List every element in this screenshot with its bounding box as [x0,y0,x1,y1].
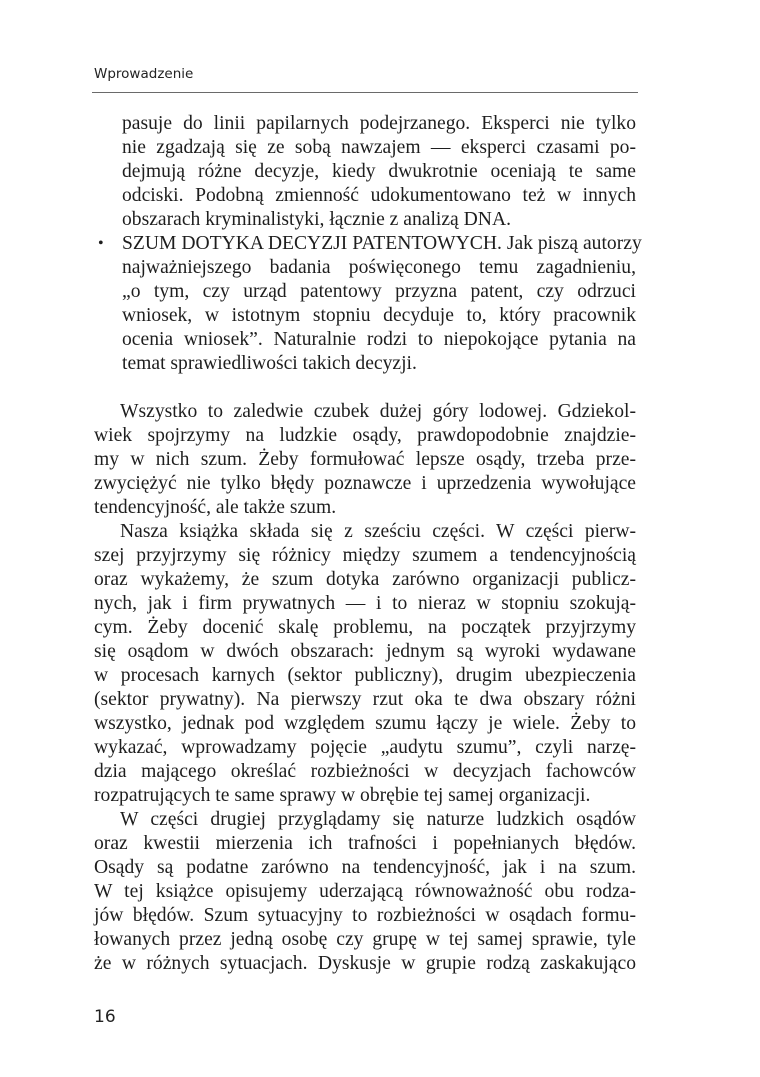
text-line: ocenia wniosek”. Naturalnie rodzi to niepokojące pytania na [122,329,636,350]
text-line: że w różnych sytuacjach. Dyskusje w grupie rodzą zaskakująco [94,953,636,974]
text-line: W tej książce opisujemy uderzającą równoważność obu rodza- [94,881,636,902]
text-line: „o tym, czy urząd patentowy przyzna patent, czy odrzuci [122,281,636,302]
text-line: w procesach karnych (sektor publiczny), drugim ubezpieczenia [94,665,636,686]
text-line: rozpatrujących te same sprawy w obrębie tej samej organizacji. [94,785,591,806]
text-line: szej przyjrzymy się różnicy między szumem a tendencyjnością [94,545,636,566]
text-line: obszarach kryminalistyki, łącznie z analizą DNA. [122,209,511,230]
text-line: się osądom w dwóch obszarach: jednym są wyroki wydawane [94,641,636,662]
page-number: 16 [94,1007,116,1027]
text-line: wiek spojrzymy na ludzkie osądy, prawdopodobnie znajdzie- [94,425,636,446]
text-line: wniosek, w istotnym stopniu decyduje to, który pracownik [122,305,636,326]
text-line: nych, jak i firm prywatnych — i to nieraz w stopniu szokują- [94,593,636,614]
text-line: zwyciężyć nie tylko błędy poznawcze i uprzedzenia wywołujące [94,473,636,494]
text-line: odciski. Podobną zmienność udokumentowano też w innych [122,185,636,206]
text-line: wszystko, jednak pod względem szumu łączy je wiele. Żeby to [94,713,636,734]
bullet-marker: • [98,235,104,252]
text-line: dzia mającego określać rozbieżności w decyzjach fachowców [94,761,636,782]
text-line: SZUM DOTYKA DECYZJI PATENTOWYCH. Jak piszą autorzy [122,233,642,254]
text-line: wykazać, wprowadzamy pojęcie „audytu szumu”, czyli narzę- [94,737,636,758]
text-line: oraz kwestii mierzenia ich trafności i popełnianych błędów. [94,833,636,854]
text-line: (sektor prywatny). Na pierwszy rzut oka te dwa obszary różni [94,689,636,710]
text-line: Wszystko to zaledwie czubek dużej góry lodowej. Gdziekol- [120,401,636,422]
text-line: cym. Żeby docenić skalę problemu, na początek przyjrzymy [94,617,636,638]
text-line: my w nich szum. Żeby formułować lepsze osądy, trzeba prze- [94,449,636,470]
text-line: łowanych przez jedną osobę czy grupę w tej samej sprawie, tyle [94,929,636,950]
text-line: nie zgadzają się ze sobą nawzajem — eksperci czasami po- [122,137,636,158]
text-line: W części drugiej przyglądamy się naturze ludzkich osądów [120,809,636,830]
header-rule [92,92,638,93]
text-line: temat sprawiedliwości takich decyzji. [122,353,417,374]
text-line: oraz wykażemy, że szum dotyka zarówno organizacji publicz- [94,569,636,590]
text-line: Osądy są podatne zarówno na tendencyjność, jak i na szum. [94,857,636,878]
running-header: Wprowadzenie [94,66,194,82]
text-line: jów błędów. Szum sytuacyjny to rozbieżności w osądach formu- [94,905,636,926]
text-line: pasuje do linii papilarnych podejrzanego. Eksperci nie tylko [122,113,636,134]
text-line: najważniejszego badania poświęconego temu zagadnieniu, [122,257,636,278]
text-line: tendencyjność, ale także szum. [94,497,337,518]
text-line: dejmują różne decyzje, kiedy dwukrotnie oceniają te same [122,161,636,182]
text-line: Nasza książka składa się z sześciu części. W części pierw- [120,521,636,542]
